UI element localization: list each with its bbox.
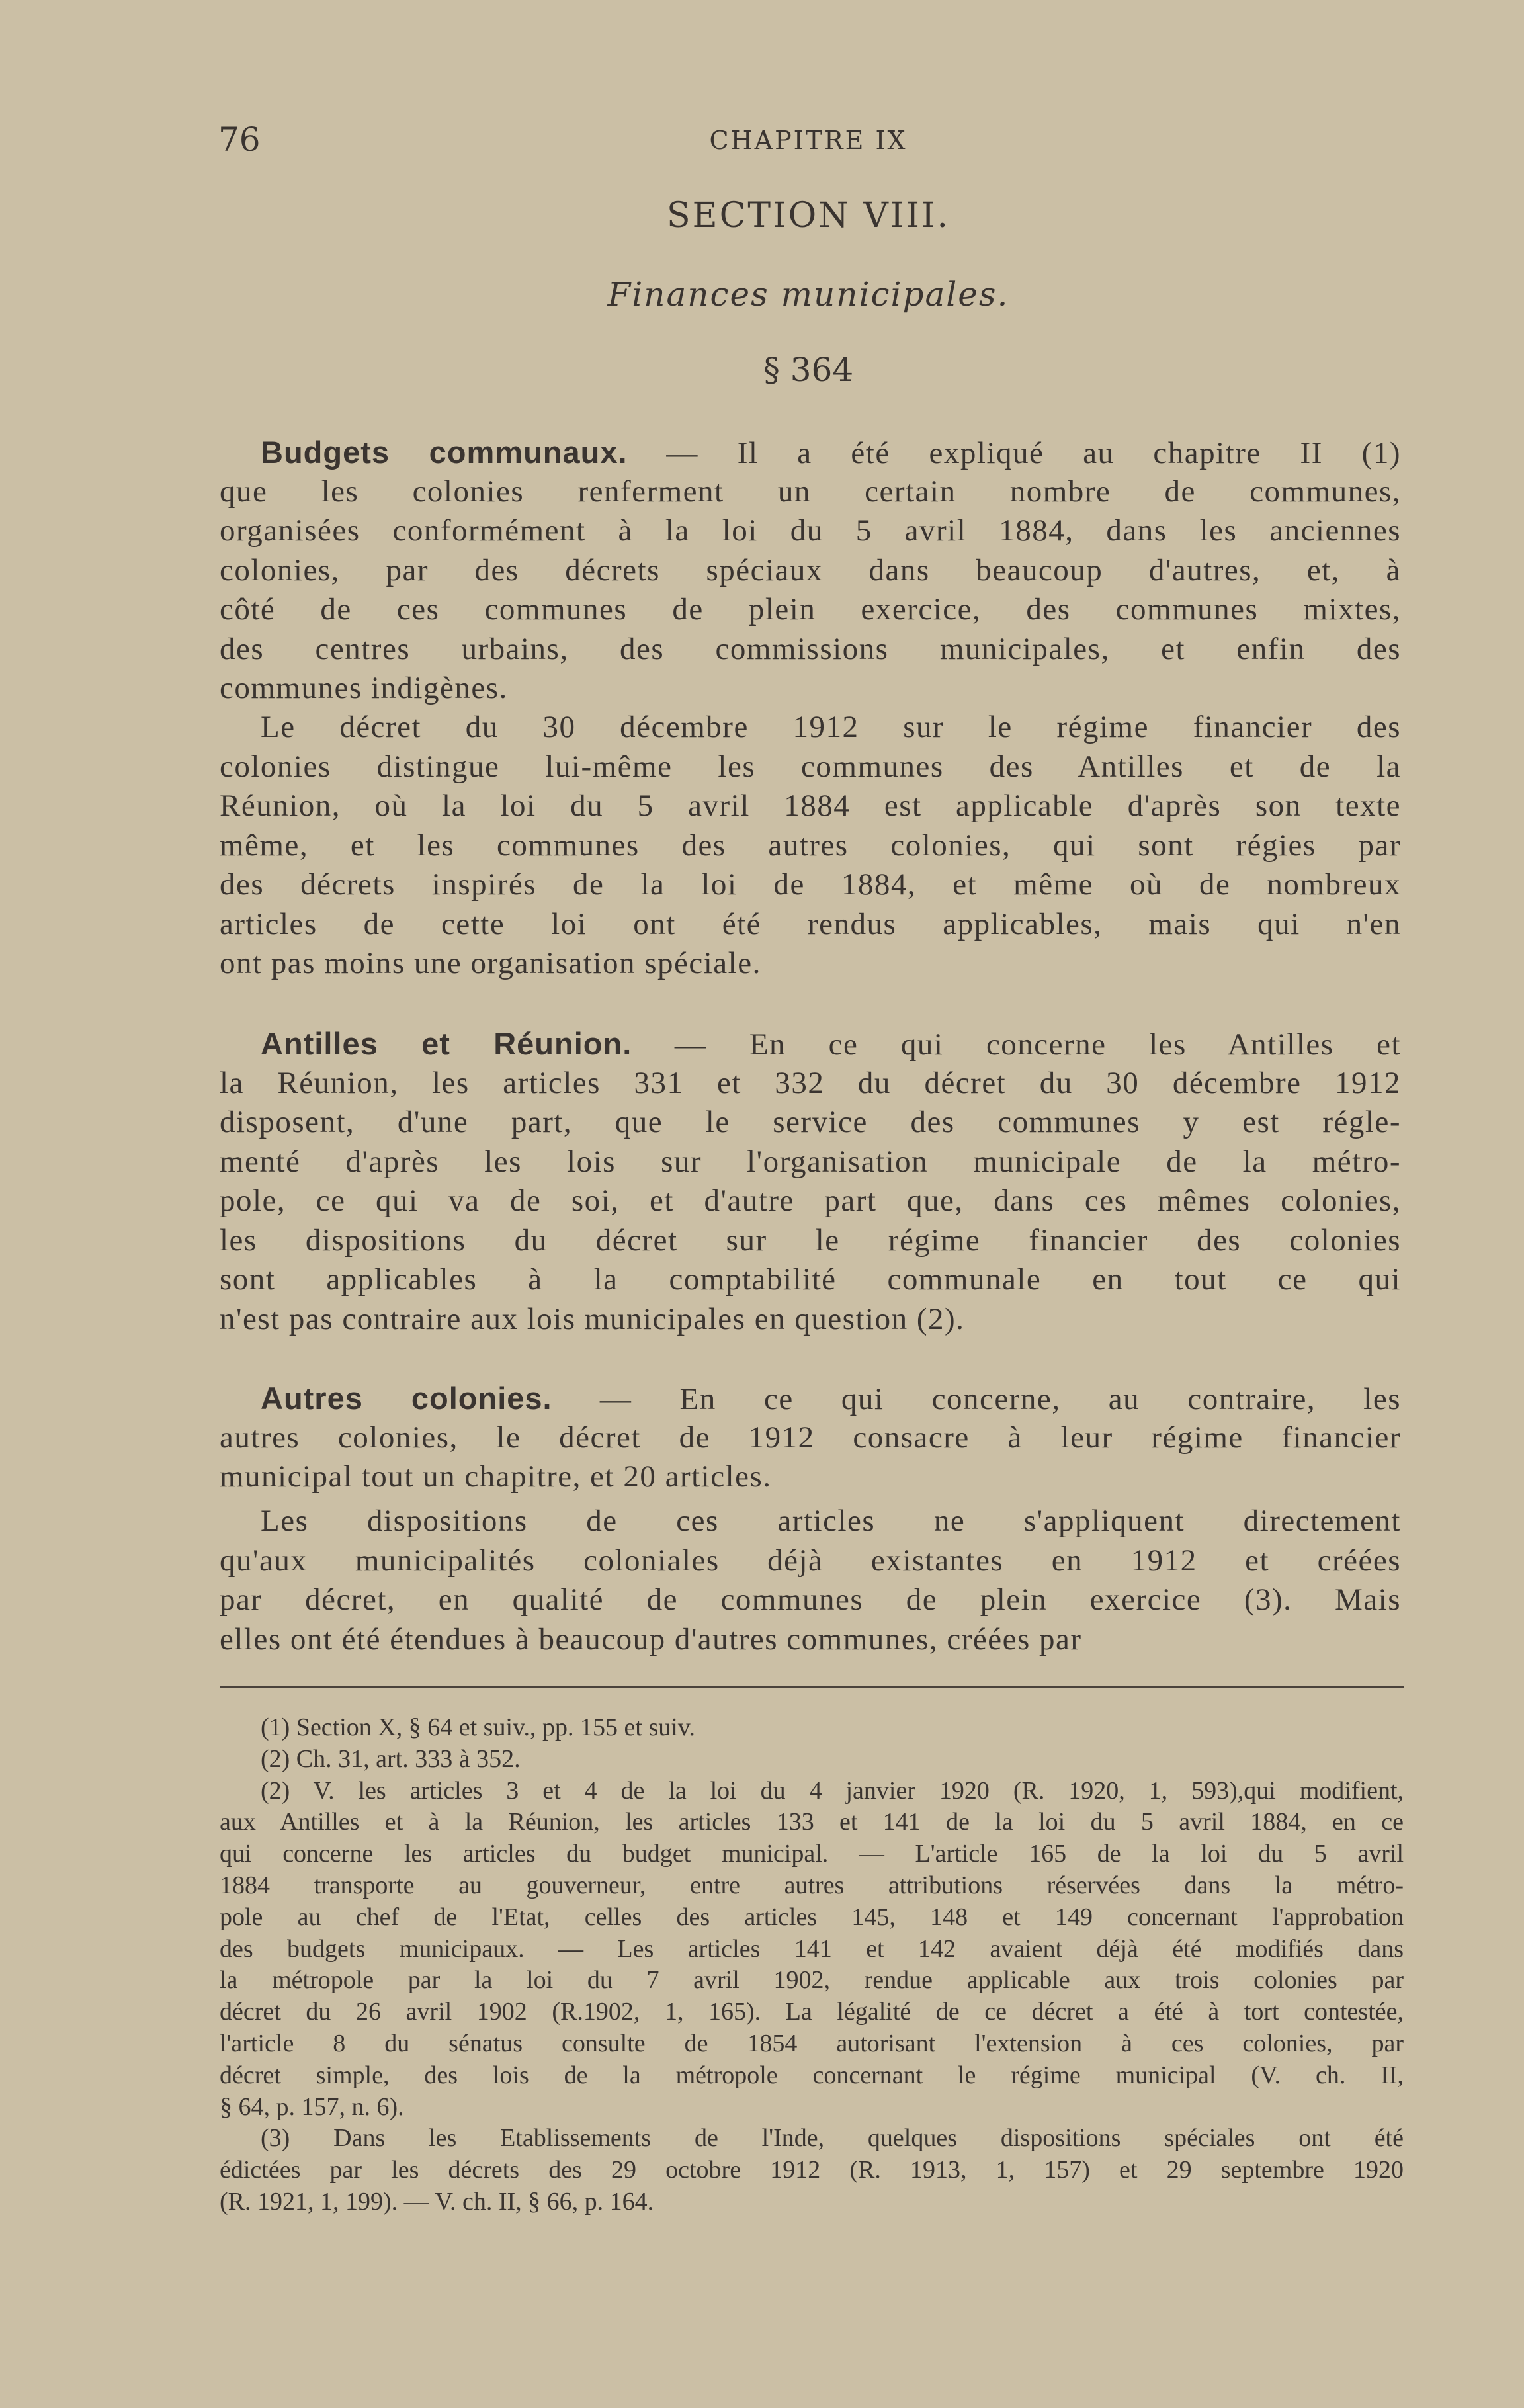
paragraph-decret-1912 xyxy=(220,708,1401,984)
footnote-line: (1) Section X, § 64 et suiv., pp. 155 et suiv. xyxy=(261,1713,695,1741)
footnote-line: l'article 8 du sénatus consulte de 1854 autorisant l'extension à ces colonies, par xyxy=(220,2029,1404,2057)
text-line: côté de ces communes de plein exercice, des communes mixtes, xyxy=(220,592,1401,626)
text-line: elles ont été étendues à beaucoup d'autres communes, créées par xyxy=(220,1621,1082,1656)
text-line: les dispositions du décret sur le régime financier des colonies xyxy=(220,1223,1401,1258)
footnote-line: édictées par les décrets des 29 octobre 1912 (R. 1913, 1, 157) et 29 septembre 1920 xyxy=(220,2156,1404,2184)
text-line: qu'aux municipalités coloniales déjà existantes en 1912 et créées xyxy=(220,1543,1401,1578)
text-line: menté d'après les lois sur l'organisation municipale de la métro- xyxy=(220,1144,1401,1179)
section-title: SECTION VIII. xyxy=(667,196,950,236)
footnote-line: des budgets municipaux. — Les articles 141 et 142 avaient déjà été modifiés dans xyxy=(220,1934,1404,1963)
footnote-line: aux Antilles et à la Réunion, les articles 133 et 141 de la loi du 5 avril 1884, en ce xyxy=(220,1808,1404,1836)
text-line: Les dispositions de ces articles ne s'appliquent directement xyxy=(261,1504,1401,1538)
footnote-line: pole au chef de l'Etat, celles des articles 145, 148 et 149 concernant l'approbation xyxy=(220,1903,1404,1931)
footnote-line: décret simple, des lois de la métropole concernant le régime municipal (V. ch. II, xyxy=(220,2061,1404,2089)
paragraph-antilles-reunion xyxy=(220,1024,1401,1339)
text: — En ce qui concerne, au contraire, les xyxy=(552,1382,1402,1416)
text-line: organisées conformément à la loi du 5 avril 1884, dans les anciennes xyxy=(220,513,1401,548)
paragraph-dispositions xyxy=(220,1502,1401,1659)
paragraph-autres-colonies xyxy=(220,1379,1401,1497)
footnote-line: (3) Dans les Etablissements de l'Inde, quelques dispositions spéciales ont été xyxy=(261,2124,1404,2153)
text-line: colonies distingue lui-même les communes des Antilles et de la xyxy=(220,749,1401,784)
footnote-line: la métropole par la loi du 7 avril 1902, rendue applicable aux trois colonies par xyxy=(220,1966,1404,1995)
paragraph-number: § 364 xyxy=(763,351,854,389)
footnote-line: (2) Ch. 31, art. 333 à 352. xyxy=(261,1744,521,1773)
text-line: articles de cette loi ont été rendus applicables, mais qui n'en xyxy=(220,906,1401,941)
text-line xyxy=(220,433,1401,472)
text-line: que les colonies renferment un certain nombre de communes, xyxy=(220,474,1401,509)
text-line: disposent, d'une part, que le service des communes y est régle- xyxy=(220,1105,1401,1139)
text-line: sont applicables à la comptabilité communale en tout ce qui xyxy=(220,1262,1401,1297)
text-line xyxy=(220,1379,1401,1418)
text-line: n'est pas contraire aux lois municipales en question (2). xyxy=(220,1301,965,1336)
paragraph-heading: Budgets communaux. xyxy=(261,435,628,470)
page-number: 76 xyxy=(218,120,261,159)
running-title: CHAPITRE IX xyxy=(709,126,908,155)
footnote-line: (R. 1921, 1, 199). — V. ch. II, § 66, p. 164. xyxy=(220,2187,654,2215)
text-line: pole, ce qui va de soi, et d'autre part que, dans ces mêmes colonies, xyxy=(220,1183,1401,1218)
text-line: autres colonies, le décret de 1912 consacre à leur régime financier xyxy=(220,1420,1401,1455)
footnote-line: (2) V. les articles 3 et 4 de la loi du 4 janvier 1920 (R. 1920, 1, 593),qui modifient, xyxy=(261,1776,1404,1805)
text-line: des décrets inspirés de la loi de 1884, et même où de nombreux xyxy=(220,867,1401,902)
text-line: Le décret du 30 décembre 1912 sur le régime financier des xyxy=(261,710,1401,744)
footnote-line: 1884 transporte au gouverneur, entre autres attributions réservées dans la métro- xyxy=(220,1871,1404,1899)
footnote-rule xyxy=(220,1686,1404,1688)
text-line: communes indigènes. xyxy=(220,671,508,705)
text-line: des centres urbains, des commissions municipales, et enfin des xyxy=(220,631,1401,666)
section-subtitle: Finances municipales. xyxy=(607,275,1009,314)
text-line: ont pas moins une organisation spéciale. xyxy=(220,946,761,980)
paragraph-heading: Antilles et Réunion. xyxy=(261,1026,632,1061)
footnote-line: décret du 26 avril 1902 (R.1902, 1, 165). La légalité de ce décret a été à tort contestée, xyxy=(220,1998,1404,2026)
text-line: même, et les communes des autres colonies, qui sont régies par xyxy=(220,828,1401,863)
footnotes xyxy=(220,1712,1404,2218)
text-line xyxy=(220,1024,1401,1064)
text-line: colonies, par des décrets spéciaux dans beaucoup d'autres, et, à xyxy=(220,552,1401,587)
paragraph-budgets-communaux xyxy=(220,433,1401,709)
footnote-line: qui concerne les articles du budget municipal. — L'article 165 de la loi du 5 avril xyxy=(220,1840,1404,1868)
text: — Il a été expliqué au chapitre II (1) xyxy=(627,436,1401,470)
text-line: Réunion, où la loi du 5 avril 1884 est applicable d'après son texte xyxy=(220,789,1401,823)
text-line: par décret, en qualité de communes de plein exercice (3). Mais xyxy=(220,1582,1401,1617)
text-line: la Réunion, les articles 331 et 332 du décret du 30 décembre 1912 xyxy=(220,1065,1401,1100)
text: — En ce qui concerne les Antilles et xyxy=(632,1027,1402,1062)
paragraph-heading: Autres colonies. xyxy=(261,1381,552,1416)
text-line: municipal tout un chapitre, et 20 articles. xyxy=(220,1459,772,1494)
footnote-line: § 64, p. 157, n. 6). xyxy=(220,2092,404,2121)
